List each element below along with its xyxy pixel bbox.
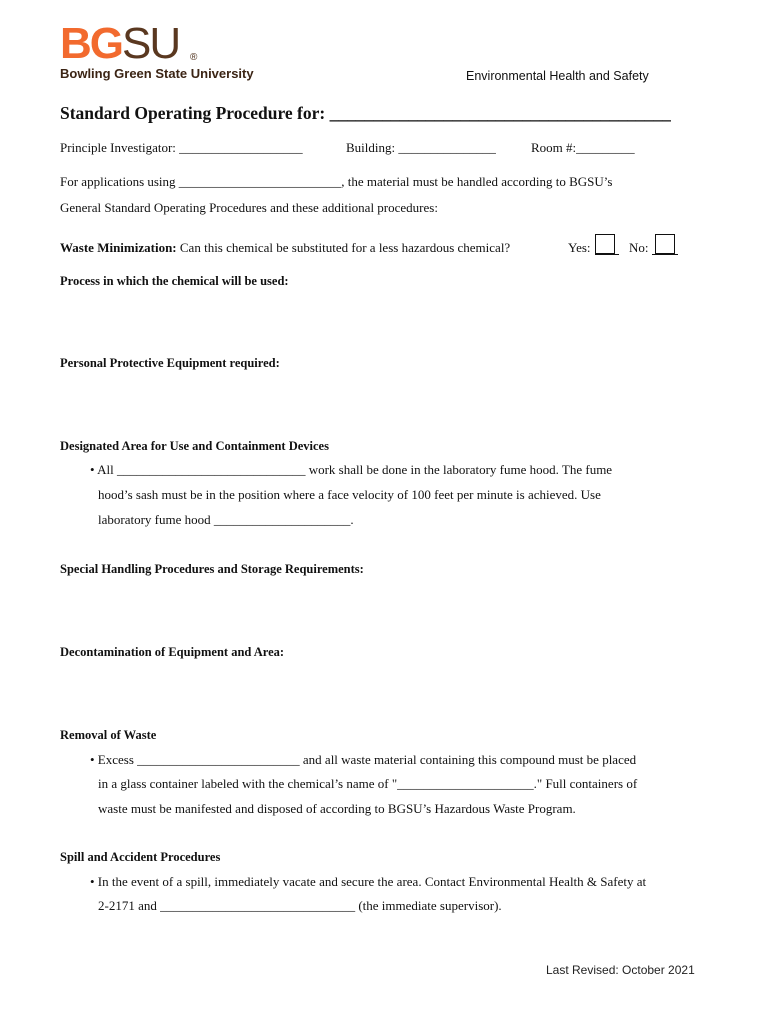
spill-bullet-line-1: • In the event of a spill, immediately vacate and secure the area. Contact Environmental Health & Safety at bbox=[90, 874, 647, 889]
designated-bullet-line-3: laboratory fume hood _____________________. bbox=[98, 512, 354, 527]
spill-heading: Spill and Accident Procedures bbox=[60, 850, 221, 864]
last-revised-footer: Last Revised: October 2021 bbox=[546, 963, 695, 977]
waste-minimization-row bbox=[60, 240, 510, 256]
process-heading: Process in which the chemical will be used: bbox=[60, 274, 289, 288]
registered-mark: ® bbox=[190, 52, 198, 63]
removal-of-waste-heading: Removal of Waste bbox=[60, 728, 157, 742]
university-name: Bowling Green State University bbox=[60, 66, 254, 81]
special-handling-heading: Special Handling Procedures and Storage Requirements: bbox=[60, 562, 364, 576]
no-label: No: bbox=[629, 240, 649, 255]
waste-minimization-label: Waste Minimization: bbox=[60, 240, 177, 255]
applications-line-2: General Standard Operating Procedures and these additional procedures: bbox=[60, 200, 438, 215]
principal-investigator-field: Principle Investigator: ___________________ bbox=[60, 140, 303, 155]
designated-area-heading: Designated Area for Use and Containment Devices bbox=[60, 439, 329, 453]
document-title: Standard Operating Procedure for: _______________________________________ bbox=[60, 103, 671, 123]
bgsu-logo bbox=[60, 19, 180, 68]
logo-bg-text: BG bbox=[60, 19, 122, 68]
no-checkbox[interactable] bbox=[655, 234, 675, 254]
ppe-heading: Personal Protective Equipment required: bbox=[60, 356, 280, 370]
designated-bullet-line-2: hood’s sash must be in the position where a face velocity of 100 feet per minute is achieved. Use bbox=[98, 487, 601, 502]
designated-bullet-line-1: • All _____________________________ work shall be done in the laboratory fume hood. The fume bbox=[90, 462, 613, 477]
waste-minimization-question: Can this chemical be substituted for a less hazardous chemical? bbox=[179, 240, 511, 255]
yes-label: Yes: bbox=[568, 240, 591, 255]
applications-line-1: For applications using _________________________, the material must be handled according to BGSU’s bbox=[60, 174, 613, 189]
removal-bullet-line-3: waste must be manifested and disposed of according to BGSU’s Hazardous Waste Program. bbox=[98, 801, 576, 816]
removal-bullet-line-2: in a glass container labeled with the chemical’s name of "_____________________." Full containers of bbox=[98, 776, 638, 791]
department-name: Environmental Health and Safety bbox=[466, 69, 649, 83]
logo-su-text: SU bbox=[122, 19, 180, 68]
spill-bullet-line-2: 2-2171 and ______________________________ (the immediate supervisor). bbox=[98, 898, 502, 913]
building-field: Building: _______________ bbox=[346, 140, 496, 155]
decontamination-heading: Decontamination of Equipment and Area: bbox=[60, 645, 285, 659]
yes-underline bbox=[595, 254, 619, 255]
room-field: Room #:_________ bbox=[531, 140, 635, 155]
no-underline bbox=[652, 254, 678, 255]
yes-checkbox[interactable] bbox=[595, 234, 615, 254]
removal-bullet-line-1: • Excess _________________________ and all waste material containing this compound must be placed bbox=[90, 752, 637, 767]
